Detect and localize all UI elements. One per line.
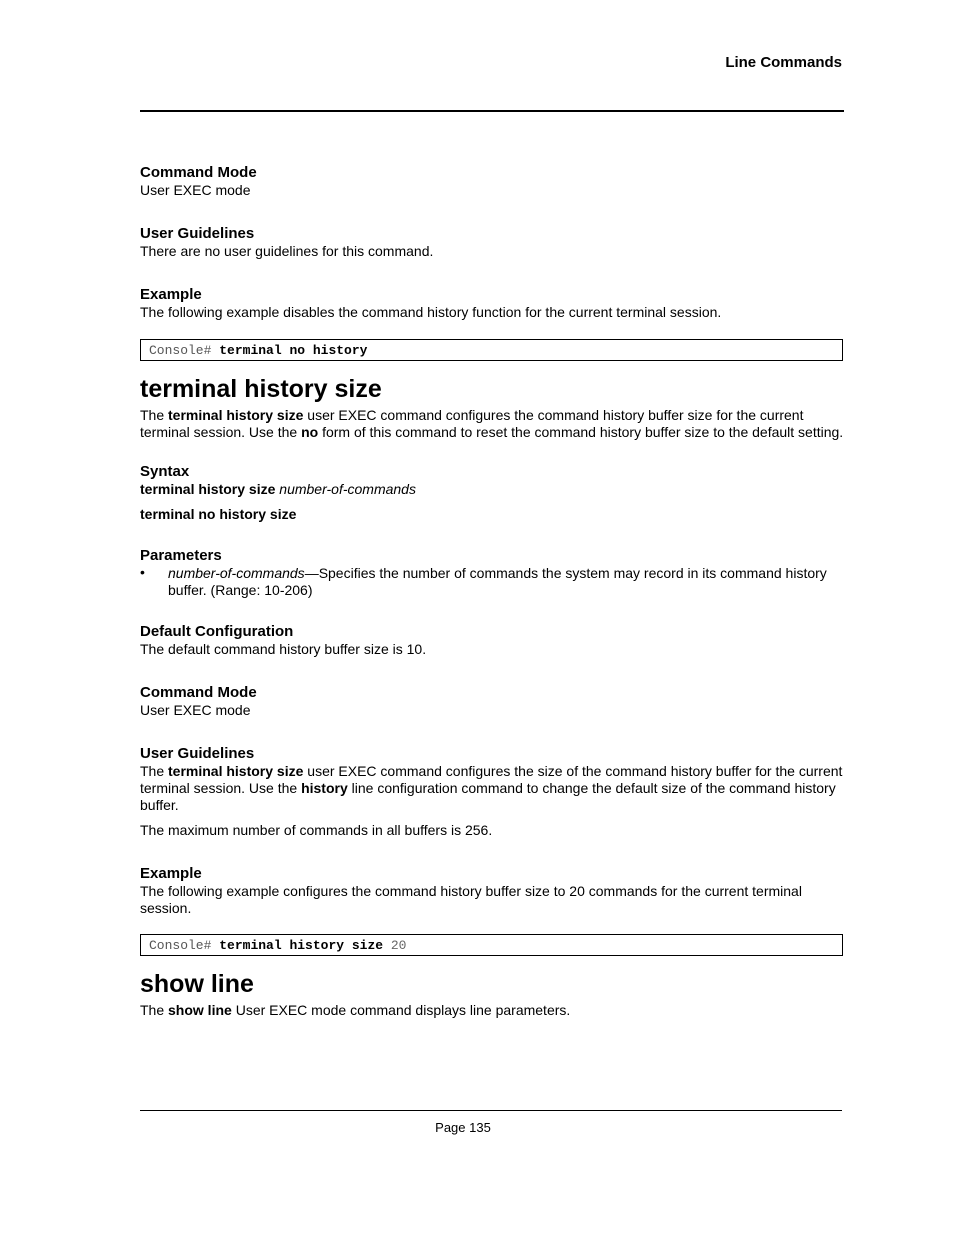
intro-bold-no: no (301, 424, 319, 440)
parameter-item (140, 565, 844, 599)
ug-text: The (140, 763, 169, 779)
example-text: The following example configures the command history buffer size to 20 commands for the current terminal session. (140, 883, 802, 916)
code-prompt: Console# (149, 938, 212, 953)
user-guidelines-heading: User Guidelines (140, 225, 255, 242)
parameter-name: number-of-commands (168, 565, 305, 581)
parameters-heading: Parameters (140, 547, 222, 564)
footer-rule (140, 1110, 842, 1111)
page-content (140, 164, 844, 1019)
ug-text: line configuration command to change the default size of the command history buffer. (140, 780, 836, 813)
user-guidelines-max: The maximum number of commands in all buffers is 256. (140, 822, 493, 838)
code-example-no-history (140, 339, 843, 361)
bullet-icon: • (140, 564, 145, 580)
intro-bold-command: show line (168, 1002, 232, 1018)
code-command: terminal no history (219, 343, 368, 358)
code-argument: 20 (390, 938, 407, 953)
intro-text: form of this command to reset the command history buffer size to the default setting. (318, 424, 844, 440)
example-text: The following example disables the command history function for the current terminal session. (140, 304, 722, 320)
user-guidelines-heading: User Guidelines (140, 745, 255, 762)
page-number: Page 135 (435, 1120, 491, 1135)
code-command: terminal history size (219, 938, 384, 953)
default-configuration-text: The default command history buffer size is 10. (140, 641, 427, 657)
example-heading: Example (140, 865, 202, 882)
running-header: Line Commands (725, 54, 842, 71)
command-mode-heading: Command Mode (140, 164, 257, 181)
intro-text: The (140, 407, 169, 423)
code-prompt: Console# (149, 343, 212, 358)
section-title-show-line: show line (140, 970, 254, 998)
example-heading: Example (140, 286, 202, 303)
code-example-history-size (140, 934, 843, 956)
default-configuration-heading: Default Configuration (140, 623, 294, 640)
command-mode-text: User EXEC mode (140, 702, 251, 718)
syntax-command: terminal history size (140, 481, 276, 497)
header-rule (140, 110, 844, 112)
syntax-line-1 (140, 481, 844, 498)
parameter-description: —Specifies the number of commands the system may record in its command history buffer. (Range: 10-206) (168, 565, 827, 598)
intro-text: The (140, 1002, 169, 1018)
user-guidelines-text (140, 763, 844, 814)
intro-text: user EXEC command configures the command history buffer size for the current terminal session. Use the (140, 407, 804, 440)
syntax-command: terminal no history size (140, 506, 297, 522)
section-title-terminal-history-size: terminal history size (140, 375, 382, 403)
ug-bold-command: terminal history size (168, 763, 304, 779)
ug-bold-history: history (301, 780, 348, 796)
intro-bold-command: terminal history size (168, 407, 304, 423)
intro-text: User EXEC mode command displays line parameters. (231, 1002, 571, 1018)
syntax-heading: Syntax (140, 463, 190, 480)
terminal-history-size-intro (140, 407, 844, 441)
ug-text: user EXEC command configures the size of the command history buffer for the current terminal session. Use the (140, 763, 843, 796)
syntax-line-2 (140, 506, 844, 523)
command-mode-heading: Command Mode (140, 684, 257, 701)
command-mode-text: User EXEC mode (140, 182, 251, 198)
show-line-intro (140, 1002, 844, 1019)
user-guidelines-text: There are no user guidelines for this command. (140, 243, 434, 259)
syntax-argument: number-of-commands (279, 481, 416, 497)
